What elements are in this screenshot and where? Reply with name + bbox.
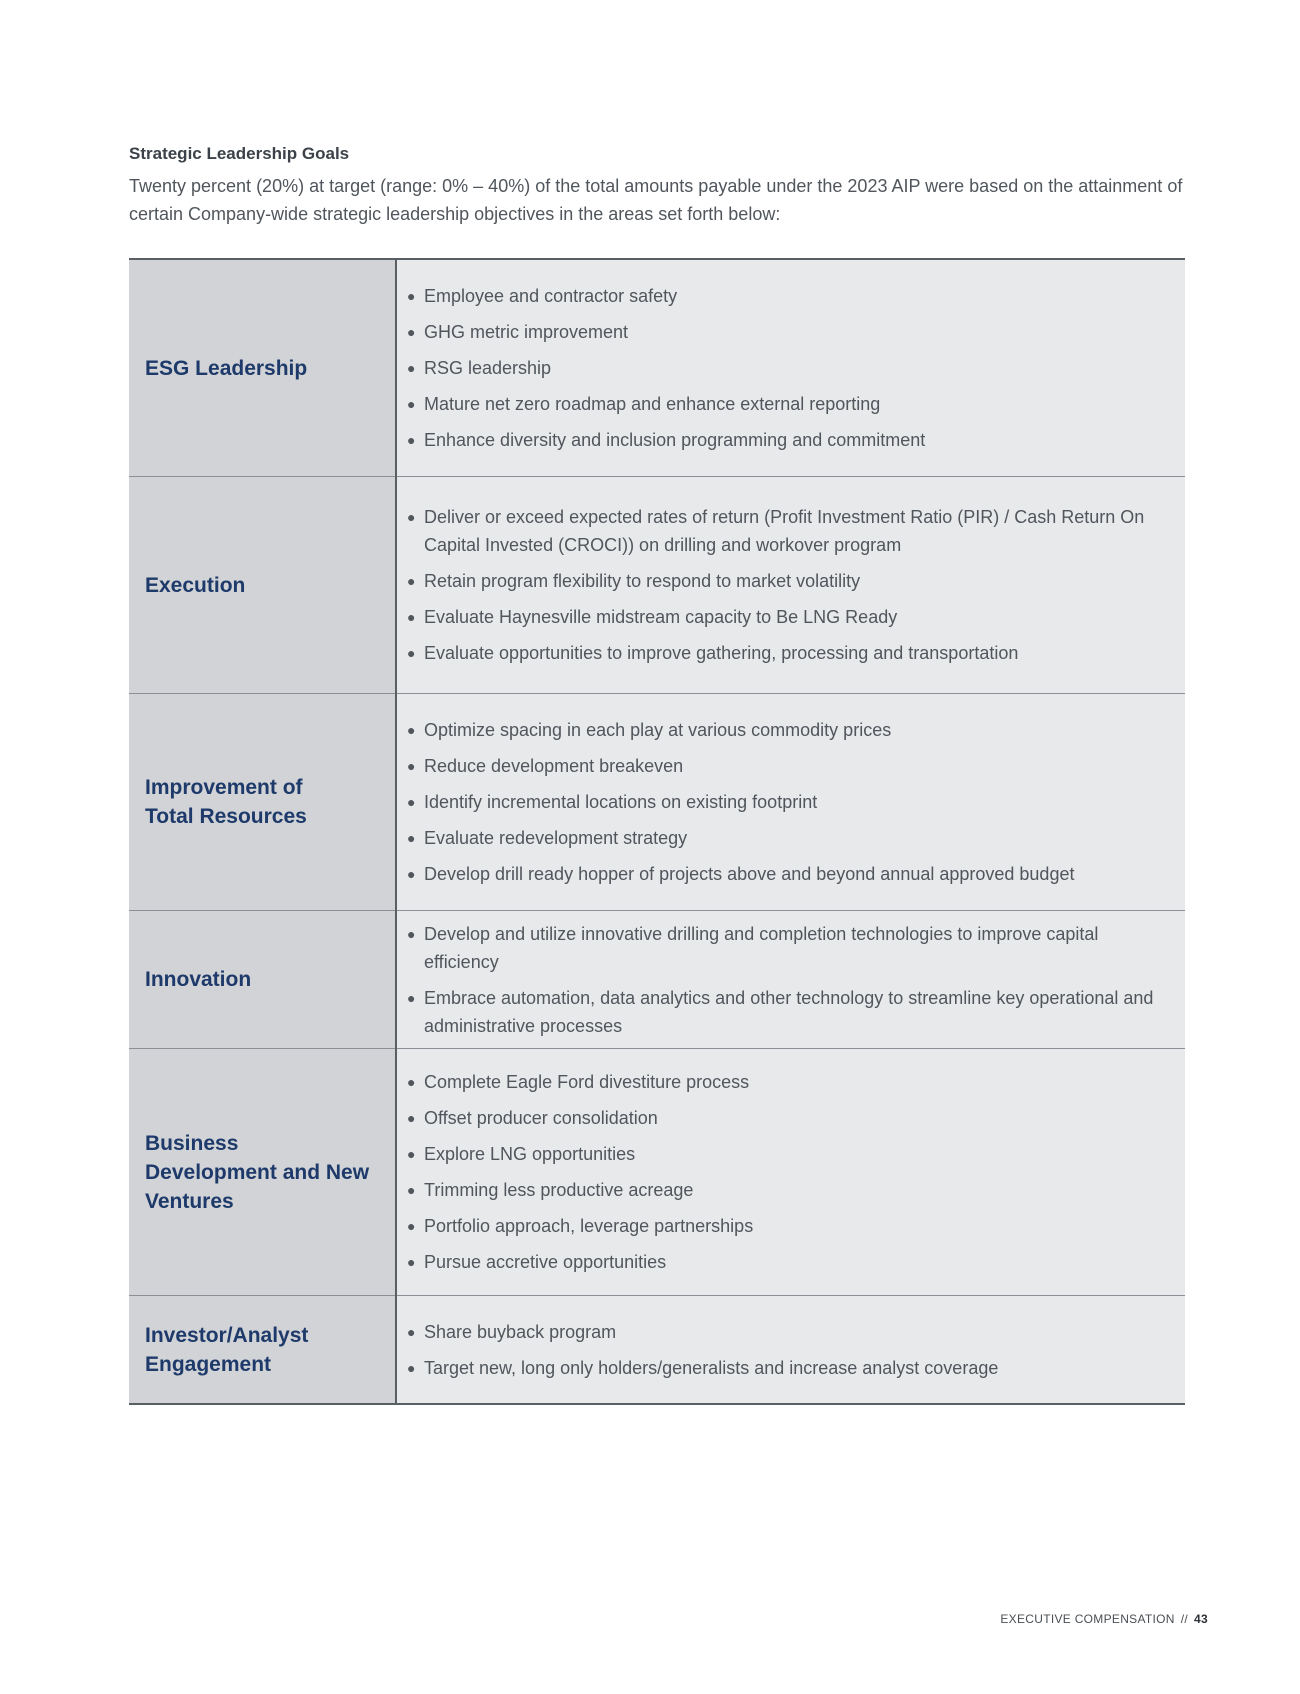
- bullet-icon: ●: [407, 360, 416, 376]
- bullet-icon: ●: [407, 1182, 416, 1198]
- category-cell: [129, 259, 396, 477]
- bullet-icon: ●: [407, 288, 416, 304]
- category-label: Improvement of Total Resources: [145, 776, 307, 828]
- objectives-cell: [396, 259, 1185, 477]
- category-label: Execution: [145, 573, 246, 597]
- objective-item: ● Embrace automation, data analytics and other technology to streamline key operational and administrative processes: [407, 984, 1175, 1040]
- objectives-cell: [396, 1296, 1185, 1405]
- goal-row-execution: [129, 477, 1185, 694]
- footer-separator: //: [1180, 1612, 1189, 1626]
- objectives-list: [397, 1318, 1185, 1382]
- objective-item: ● Reduce development breakeven: [407, 752, 1175, 780]
- objectives-list: [397, 503, 1185, 667]
- objective-item: ● Develop and utilize innovative drilling and completion technologies to improve capital efficiency: [407, 920, 1175, 976]
- page-footer: [1000, 1612, 1208, 1626]
- intro-paragraph: Twenty percent (20%) at target (range: 0% – 40%) of the total amounts payable under the 2023 AIP were based on the attainment of certain Company-wide strategic leadership objectives in the areas set forth below:: [129, 176, 1183, 224]
- bullet-icon: ●: [407, 1110, 416, 1126]
- category-cell: [129, 1296, 396, 1405]
- bullet-icon: ●: [407, 866, 416, 882]
- bullet-icon: ●: [407, 925, 416, 942]
- objective-item: ● Share buyback program: [407, 1318, 1175, 1346]
- bullet-icon: ●: [407, 396, 416, 412]
- bullet-icon: ●: [407, 509, 416, 525]
- bullet-icon: ●: [407, 722, 416, 738]
- bullet-icon: ●: [407, 573, 416, 589]
- objective-item: ● Evaluate Haynesville midstream capacity to Be LNG Ready: [407, 603, 1175, 631]
- objectives-list: [397, 920, 1185, 1040]
- footer-section-label: EXECUTIVE COMPENSATION: [1000, 1612, 1175, 1626]
- objective-item: ● Evaluate redevelopment strategy: [407, 824, 1175, 852]
- category-label: Investor/Analyst Engagement: [145, 1323, 309, 1376]
- objective-item: ● Target new, long only holders/generalists and increase analyst coverage: [407, 1354, 1175, 1382]
- objective-item: ● GHG metric improvement: [407, 318, 1175, 346]
- category-cell: [129, 477, 396, 694]
- objective-item: ● Employee and contractor safety: [407, 282, 1175, 310]
- objectives-list: [397, 716, 1185, 888]
- objectives-cell: [396, 1049, 1185, 1296]
- objective-item: ● Mature net zero roadmap and enhance external reporting: [407, 390, 1175, 418]
- objective-item: ● Trimming less productive acreage: [407, 1176, 1175, 1204]
- category-label: Innovation: [145, 968, 252, 991]
- bullet-icon: ●: [407, 1323, 416, 1340]
- bullet-icon: ●: [407, 794, 416, 810]
- bullet-icon: ●: [407, 989, 416, 1006]
- goal-row-business-development: [129, 1049, 1185, 1296]
- objective-item: ● RSG leadership: [407, 354, 1175, 382]
- bullet-icon: ●: [407, 758, 416, 774]
- bullet-icon: ●: [407, 609, 416, 625]
- objectives-list: [397, 1068, 1185, 1276]
- objective-item: ● Offset producer consolidation: [407, 1104, 1175, 1132]
- bullet-icon: ●: [407, 1218, 416, 1234]
- category-label: Business Development and New Ventures: [145, 1131, 370, 1213]
- objective-item: ● Identify incremental locations on existing footprint: [407, 788, 1175, 816]
- section-heading: Strategic Leadership Goals: [129, 144, 350, 163]
- objective-item: ● Develop drill ready hopper of projects above and beyond annual approved budget: [407, 860, 1175, 888]
- objective-item: ● Evaluate opportunities to improve gathering, processing and transportation: [407, 639, 1175, 667]
- goal-row-innovation: [129, 911, 1185, 1049]
- bullet-icon: ●: [407, 324, 416, 340]
- objectives-list: [397, 282, 1185, 454]
- objective-item: ● Retain program flexibility to respond to market volatility: [407, 567, 1175, 595]
- category-cell: [129, 694, 396, 911]
- objectives-cell: [396, 477, 1185, 694]
- bullet-icon: ●: [407, 1359, 416, 1376]
- goal-row-total-resources: [129, 694, 1185, 911]
- bullet-icon: ●: [407, 432, 416, 448]
- objectives-cell: [396, 694, 1185, 911]
- objective-item: ● Enhance diversity and inclusion programming and commitment: [407, 426, 1175, 454]
- goal-row-investor-engagement: [129, 1296, 1185, 1405]
- category-cell: [129, 1049, 396, 1296]
- category-cell: [129, 911, 396, 1049]
- category-label: ESG Leadership: [145, 356, 308, 380]
- page-number: 43: [1194, 1612, 1208, 1626]
- strategic-goals-table: [129, 258, 1185, 1405]
- objective-item: ● Explore LNG opportunities: [407, 1140, 1175, 1168]
- bullet-icon: ●: [407, 645, 416, 661]
- bullet-icon: ●: [407, 1074, 416, 1090]
- objective-item: ● Optimize spacing in each play at various commodity prices: [407, 716, 1175, 744]
- goals-intro: [129, 144, 1189, 228]
- objective-item: ● Complete Eagle Ford divestiture process: [407, 1068, 1175, 1096]
- objective-item: ● Pursue accretive opportunities: [407, 1248, 1175, 1276]
- objective-item: ● Portfolio approach, leverage partnerships: [407, 1212, 1175, 1240]
- goal-row-esg: [129, 259, 1185, 477]
- objective-item: ● Deliver or exceed expected rates of return (Profit Investment Ratio (PIR) / Cash Return On Capital Invested (CROCI)) on drilling and workover program: [407, 503, 1175, 559]
- bullet-icon: ●: [407, 1254, 416, 1270]
- bullet-icon: ●: [407, 1146, 416, 1162]
- objectives-cell: [396, 911, 1185, 1049]
- bullet-icon: ●: [407, 830, 416, 846]
